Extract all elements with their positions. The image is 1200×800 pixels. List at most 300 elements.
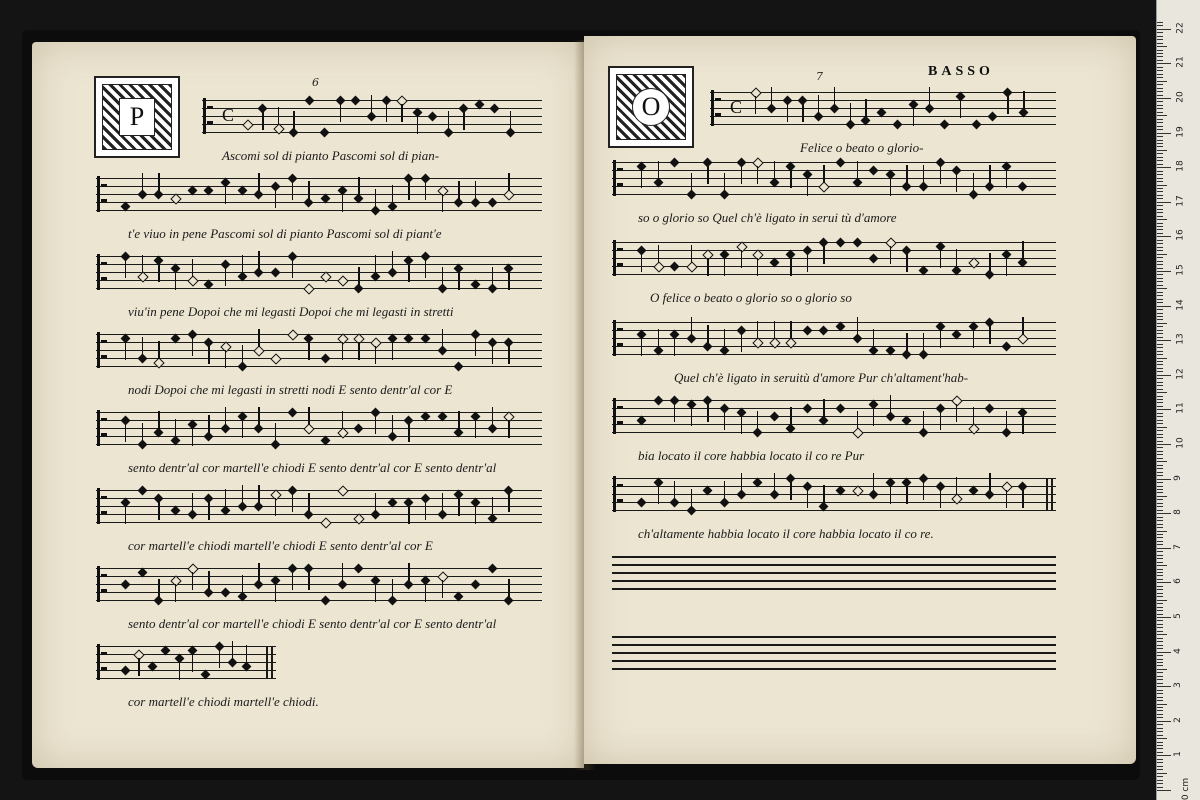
- ruler-tick: [1157, 32, 1163, 33]
- note: [228, 658, 238, 668]
- note-stem: [448, 111, 449, 129]
- ruler-tick: [1157, 755, 1171, 756]
- ruler-tick: [1157, 745, 1163, 746]
- note: [437, 346, 447, 356]
- left-staff-8: [96, 646, 276, 680]
- note-stem: [232, 641, 233, 659]
- note-stem: [890, 178, 891, 196]
- note: [137, 354, 147, 364]
- ruler-tick: [1157, 468, 1163, 469]
- note-stem: [225, 350, 226, 368]
- note: [354, 424, 364, 434]
- ruler-tick: [1157, 738, 1167, 739]
- note: [271, 440, 281, 450]
- note-stem: [340, 104, 341, 122]
- ruler-tick: [1157, 288, 1167, 289]
- ruler-tick: [1157, 603, 1163, 604]
- ruler-tick: [1157, 216, 1163, 217]
- ruler-tick: [1157, 101, 1163, 102]
- ruler-tick: [1157, 652, 1171, 653]
- right-staff-2: [612, 162, 1056, 196]
- note-stem: [923, 333, 924, 351]
- note-stem: [358, 342, 359, 360]
- ruler-label: 1: [1172, 751, 1183, 758]
- note: [254, 424, 264, 434]
- note-stem: [850, 103, 851, 121]
- note: [204, 588, 214, 598]
- ruler-tick: [1157, 586, 1163, 587]
- note-stem: [834, 87, 835, 105]
- note-stem: [823, 246, 824, 264]
- left-staff-1: [202, 100, 542, 134]
- note-stem: [508, 494, 509, 512]
- ruler-label: 16: [1175, 229, 1186, 242]
- note-stem: [192, 338, 193, 356]
- note: [287, 408, 297, 418]
- ruler-tick: [1157, 593, 1163, 594]
- note-stem: [755, 96, 756, 114]
- note-stem: [292, 572, 293, 590]
- note-stem: [242, 575, 243, 593]
- ruler-label: 4: [1172, 647, 1183, 654]
- note: [505, 128, 515, 138]
- ruler-tick: [1157, 354, 1163, 355]
- ruler-tick: [1157, 710, 1163, 711]
- note: [254, 190, 264, 200]
- ruler-label: 12: [1175, 368, 1186, 380]
- ruler-tick: [1157, 769, 1163, 770]
- note-stem: [158, 341, 159, 359]
- mensuration-sign: C: [222, 105, 235, 125]
- note-stem: [823, 165, 824, 183]
- note: [154, 190, 164, 200]
- note-stem: [425, 260, 426, 278]
- ruler-tick: [1157, 662, 1163, 663]
- note-stem: [158, 579, 159, 597]
- ruler-tick: [1157, 441, 1163, 442]
- note: [289, 128, 299, 138]
- note-stem: [956, 249, 957, 267]
- right-lyric-line-3: O felice o beato o glorio so o glorio so: [650, 290, 852, 305]
- note: [686, 261, 697, 272]
- ruler-tick: [1157, 402, 1163, 403]
- ruler-tick: [1157, 544, 1163, 545]
- note-stem: [857, 411, 858, 429]
- note: [766, 104, 776, 114]
- note-stem: [158, 173, 159, 191]
- ruler-tick: [1157, 143, 1163, 144]
- ruler-tick: [1157, 534, 1163, 535]
- note: [221, 588, 231, 598]
- ruler-tick: [1157, 306, 1171, 307]
- note-stem: [142, 423, 143, 441]
- ruler-tick: [1157, 728, 1163, 729]
- note: [366, 112, 376, 122]
- right-lyric-line-5: bia locato il core habbia locato il co re Pur: [638, 448, 865, 463]
- note: [487, 424, 497, 434]
- note: [918, 182, 928, 192]
- note-stem: [929, 87, 930, 105]
- note-stem: [807, 254, 808, 272]
- note-stem: [989, 326, 990, 344]
- note-stem: [425, 502, 426, 520]
- note-stem: [242, 345, 243, 363]
- ruler-tick: [1157, 790, 1171, 791]
- ruler-tick: [1157, 665, 1163, 666]
- note-stem: [475, 420, 476, 438]
- ruler-tick: [1157, 465, 1163, 466]
- note: [940, 120, 950, 130]
- note: [270, 353, 281, 364]
- note-stem: [790, 482, 791, 500]
- ruler-tick: [1157, 195, 1163, 196]
- ruler-tick: [1157, 672, 1163, 673]
- ruler-tick: [1157, 309, 1163, 310]
- note-stem: [508, 272, 509, 290]
- ruler-tick: [1157, 735, 1163, 736]
- ruler-tick: [1157, 326, 1163, 327]
- ruler-tick: [1157, 638, 1163, 639]
- ruler-tick: [1157, 416, 1163, 417]
- ruler-tick: [1157, 704, 1167, 705]
- ruler-label: 8: [1172, 509, 1183, 516]
- note: [802, 404, 812, 414]
- ruler-tick: [1157, 655, 1163, 656]
- note-stem: [873, 473, 874, 491]
- note-stem: [1006, 170, 1007, 188]
- ruler-label: 22: [1175, 22, 1186, 34]
- note-stem: [308, 493, 309, 511]
- ruler-label: 21: [1175, 56, 1186, 69]
- note: [121, 580, 131, 590]
- ruler-label: 6: [1172, 578, 1183, 585]
- note-stem: [275, 423, 276, 441]
- note: [371, 206, 381, 216]
- clef-icon: [612, 240, 624, 276]
- note: [819, 181, 830, 192]
- ruler-tick: [1157, 489, 1163, 490]
- note: [321, 354, 331, 364]
- ruler-tick: [1157, 212, 1163, 213]
- note-stem: [940, 490, 941, 508]
- note-stem: [425, 182, 426, 200]
- note-stem: [242, 485, 243, 503]
- clef-icon: [96, 644, 108, 680]
- note-stem: [940, 166, 941, 184]
- ruler-tick: [1157, 146, 1163, 147]
- initial-letter-o: O: [632, 88, 670, 126]
- note-stem: [175, 419, 176, 437]
- note-stem: [192, 259, 193, 277]
- note: [287, 329, 298, 340]
- ruler-tick: [1157, 447, 1163, 448]
- note: [371, 510, 381, 520]
- ruler-tick: [1157, 271, 1171, 272]
- ruler-tick: [1157, 503, 1163, 504]
- voice-label: BASSO: [928, 64, 994, 79]
- note: [653, 261, 664, 272]
- ruler-tick: [1157, 482, 1163, 483]
- note: [836, 158, 846, 168]
- note: [1001, 342, 1011, 352]
- ruler-tick: [1157, 423, 1163, 424]
- ruler-tick: [1157, 669, 1167, 670]
- mensuration-sign: C: [730, 97, 743, 117]
- note-stem: [691, 489, 692, 507]
- note-stem: [292, 182, 293, 200]
- ruler-tick: [1157, 340, 1171, 341]
- note-stem: [790, 407, 791, 425]
- ruler-label: 2: [1172, 716, 1183, 723]
- clef-icon: [96, 410, 108, 446]
- note-stem: [408, 424, 409, 442]
- right-lyric-line-1: Felice o beato o glorio-: [800, 140, 924, 155]
- ruler-tick: [1157, 368, 1163, 369]
- ruler-tick: [1157, 257, 1163, 258]
- clef-icon: [96, 176, 108, 212]
- note-stem: [724, 258, 725, 276]
- ruler-tick: [1157, 191, 1163, 192]
- note: [437, 284, 447, 294]
- ruler-tick: [1157, 475, 1163, 476]
- ruler-tick: [1157, 378, 1163, 379]
- note: [254, 345, 265, 356]
- note-stem: [392, 342, 393, 360]
- ruler-tick: [1157, 22, 1163, 23]
- note-stem: [787, 104, 788, 122]
- note-stem: [989, 165, 990, 183]
- note-stem: [292, 494, 293, 512]
- ruler-label: 18: [1175, 160, 1186, 172]
- left-staff-2: [96, 178, 542, 212]
- ruler-tick: [1157, 171, 1163, 172]
- note: [637, 498, 647, 508]
- note: [852, 334, 862, 344]
- ruler-tick: [1157, 247, 1163, 248]
- note: [852, 238, 862, 248]
- ruler-tick: [1157, 492, 1163, 493]
- note-stem: [225, 268, 226, 286]
- ruler-tick: [1157, 129, 1163, 130]
- ruler-tick: [1157, 679, 1163, 680]
- note-stem: [408, 182, 409, 200]
- note-stem: [208, 346, 209, 364]
- note: [987, 112, 997, 122]
- note-stem: [458, 498, 459, 516]
- note: [703, 342, 713, 352]
- decorated-initial-p: [94, 76, 180, 158]
- note: [351, 96, 361, 106]
- note-stem: [641, 254, 642, 272]
- clef-icon: [96, 254, 108, 290]
- left-staff-7: [96, 568, 542, 602]
- note-stem: [358, 177, 359, 195]
- note-stem: [158, 411, 159, 429]
- clef-icon: [96, 566, 108, 602]
- ruler-tick: [1157, 122, 1163, 123]
- note: [137, 486, 147, 496]
- ruler-tick: [1157, 319, 1163, 320]
- ruler-tick: [1157, 229, 1163, 230]
- note-stem: [208, 571, 209, 589]
- final-barline: [1046, 478, 1048, 510]
- ruler-tick: [1157, 67, 1163, 68]
- note-stem: [125, 424, 126, 442]
- note-stem: [308, 342, 309, 360]
- ruler-tick: [1157, 385, 1163, 386]
- note-stem: [823, 399, 824, 417]
- ruler-tick: [1157, 776, 1163, 777]
- left-lyric-line-6: cor martell'e chiodi martell'e chiodi E sento dentr'al cor E: [128, 538, 433, 553]
- ruler-tick: [1157, 693, 1163, 694]
- ruler-tick: [1157, 53, 1163, 54]
- ruler-tick: [1157, 91, 1163, 92]
- note-stem: [641, 338, 642, 356]
- left-page: [32, 42, 584, 768]
- note: [985, 404, 995, 414]
- note: [686, 190, 696, 200]
- note-stem: [219, 650, 220, 668]
- note: [437, 510, 447, 520]
- note: [137, 440, 147, 450]
- note-stem: [956, 174, 957, 192]
- ruler-tick: [1157, 641, 1163, 642]
- note-stem: [807, 178, 808, 196]
- ruler-tick: [1157, 330, 1163, 331]
- note-stem: [741, 334, 742, 352]
- note-stem: [973, 173, 974, 191]
- note: [686, 506, 696, 516]
- note-stem: [458, 411, 459, 429]
- note: [686, 334, 696, 344]
- note-stem: [873, 408, 874, 426]
- note: [985, 270, 995, 280]
- initial-letter-p: P: [119, 98, 155, 136]
- note: [487, 284, 497, 294]
- ruler-tick: [1157, 382, 1163, 383]
- ruler-tick: [1157, 510, 1163, 511]
- note-stem: [475, 338, 476, 356]
- note-stem: [125, 506, 126, 524]
- ruler-label: 15: [1175, 264, 1186, 276]
- note-stem: [275, 584, 276, 602]
- note-stem: [940, 330, 941, 348]
- note-stem: [258, 251, 259, 269]
- ruler-tick: [1157, 261, 1163, 262]
- note-stem: [757, 411, 758, 429]
- note-stem: [508, 173, 509, 191]
- note: [187, 510, 197, 520]
- ruler-tick: [1157, 472, 1163, 473]
- page-number-left: 6: [312, 76, 319, 89]
- ruler-tick: [1157, 524, 1163, 525]
- ruler-tick: [1157, 236, 1171, 237]
- left-lyric-line-7: sento dentr'al cor martell'e chiodi E sento dentr'al cor E sento dentr'al: [128, 616, 497, 631]
- note-stem: [790, 170, 791, 188]
- note-stem: [724, 173, 725, 191]
- ruler-tick: [1157, 108, 1163, 109]
- note-stem: [857, 161, 858, 179]
- note-stem: [275, 190, 276, 208]
- note-stem: [225, 407, 226, 425]
- note: [237, 362, 247, 372]
- note: [852, 427, 863, 438]
- ruler-tick: [1157, 268, 1163, 269]
- note: [242, 119, 253, 130]
- ruler-tick: [1157, 105, 1163, 106]
- note-stem: [225, 489, 226, 507]
- note-stem: [138, 658, 139, 676]
- note-stem: [408, 506, 409, 524]
- note-stem: [342, 194, 343, 212]
- note-stem: [401, 104, 402, 122]
- ruler-tick: [1157, 205, 1163, 206]
- note-stem: [1007, 96, 1008, 114]
- final-barline: [1051, 478, 1053, 510]
- ruler-tick: [1157, 520, 1163, 521]
- ruler-tick: [1157, 223, 1163, 224]
- ruler-tick: [1157, 596, 1163, 597]
- note: [137, 190, 147, 200]
- note-stem: [475, 181, 476, 199]
- clef-icon: [612, 398, 624, 434]
- note-stem: [492, 497, 493, 515]
- note-stem: [258, 485, 259, 503]
- ruler-tick: [1157, 347, 1163, 348]
- ruler-tick: [1157, 174, 1163, 175]
- ruler-label: 19: [1175, 125, 1186, 138]
- note: [321, 596, 331, 606]
- note-stem: [125, 260, 126, 278]
- note: [471, 198, 481, 208]
- ruler-tick: [1157, 461, 1167, 462]
- ruler-label: 10: [1175, 437, 1186, 449]
- page-number-right: 7: [816, 70, 823, 83]
- note: [885, 412, 895, 422]
- ruler-label: 14: [1175, 298, 1186, 311]
- ruler-tick: [1157, 413, 1163, 414]
- ruler-tick: [1157, 84, 1163, 85]
- note-stem: [956, 477, 957, 495]
- ruler-tick: [1157, 659, 1163, 660]
- note-stem: [724, 481, 725, 499]
- note: [490, 104, 500, 114]
- note-stem: [242, 255, 243, 273]
- note: [736, 490, 746, 500]
- note-stem: [158, 264, 159, 282]
- note-stem: [741, 166, 742, 184]
- note: [836, 404, 846, 414]
- note: [985, 182, 995, 192]
- ruler-tick: [1157, 292, 1163, 293]
- note-stem: [906, 333, 907, 351]
- ruler-tick: [1157, 119, 1163, 120]
- ruler-label: 0 cm: [1181, 777, 1192, 800]
- ruler-tick: [1157, 575, 1163, 576]
- ruler-tick: [1157, 717, 1163, 718]
- ruler-tick: [1157, 81, 1167, 82]
- note: [504, 189, 515, 200]
- ruler-tick: [1157, 167, 1171, 168]
- note-stem: [371, 95, 372, 113]
- note: [204, 432, 214, 442]
- note: [387, 268, 397, 278]
- ruler-tick: [1157, 333, 1163, 334]
- ruler-tick: [1157, 579, 1163, 580]
- note-stem: [741, 416, 742, 434]
- note-stem: [342, 411, 343, 429]
- ruler-tick: [1157, 707, 1163, 708]
